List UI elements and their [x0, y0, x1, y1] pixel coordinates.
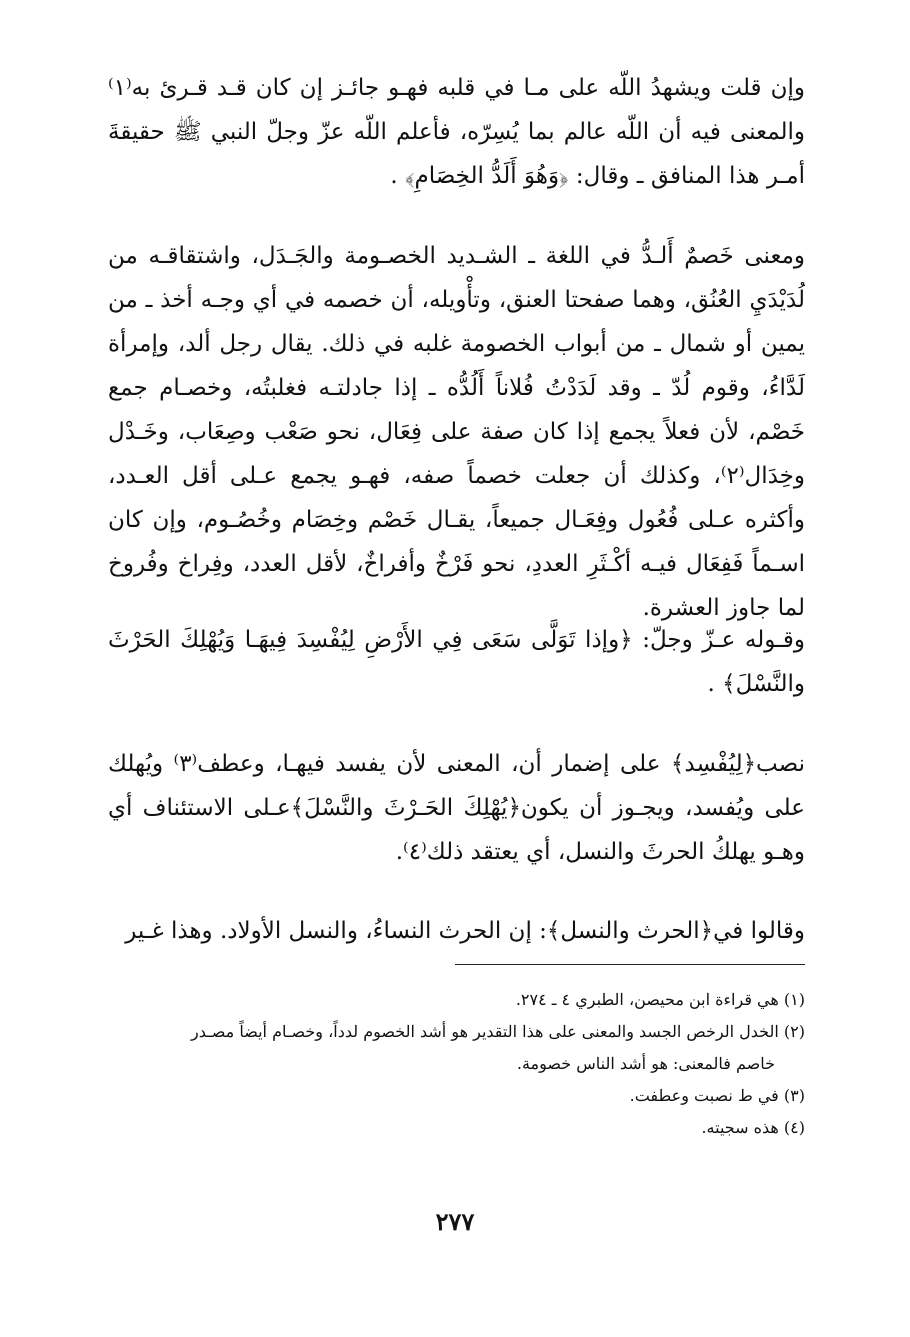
paragraph-5: وقالوا في﴿الحرث والنسل﴾: إن الحرث النساءُ، والنسل الأولاد. وهذا غـير [125, 918, 805, 944]
footnote-2: (٢) الخدل الرخص الجسد والمعنى على هذا التقدير هو أشد الخصوم لدداً، وخصـام أيضاً مصـدر [190, 1022, 805, 1041]
footnote-4: (٤) هذه سجيته. [701, 1118, 805, 1137]
footnote-2-continuation: خاصم فالمعنى: هو أشد الناس خصومة. [516, 1054, 775, 1073]
footnote-separator [455, 964, 805, 965]
page-number: ٢٧٧ [435, 1207, 475, 1236]
paragraph-2: ومعنى خَصمٌ أَلـدُّ في اللغة ـ الشـديد الخصـومة والجَـدَل، واشتقاقـه من لُدَيْدَيِ العُنُق، وهما صفحتا العنق، وتأْويله، أن خصمه في أي وجـه أخذ ـ من يمين أو شمال ـ من أبواب الخصومة غلبه في ذلك. يقال رجل ألد، وإمرأة لَدَّاءُ، وقوم لُدّ ـ وقد لَدَدْتُ فُلاناً أَلُدُّه ـ إذا جادلتـه فغلبتُه، وخصـام جمع خَصْم، لأن فعلاً يجمع إذا كان صفة على فِعَال، نحو صَعْب وصِعَاب، وخَـدْل وخِدَال⁽٢⁾، وكذلك أن جعلت خصماً صفه، فهـو يجمع عـلى أقل العـدد، وأكثره عـلى فُعُول وفِعَـال جميعاً، يقـال خَصْم وخِصَام وخُصُـوم، وإن كان اسـماً فَفِعَال فيـه أكْـثَرِ العددِ، نحو فَرْخٌ وأفراخٌ، لأقل العدد، وفِراخ وفُروخ لما جاوز العشرة. [108, 243, 805, 621]
footnote-3: (٣) في ط نصبت وعطفت. [629, 1086, 805, 1105]
footnotes [108, 985, 805, 1142]
paragraph-1: وإن قلت ويشهدُ اللّه على مـا في قلبه فهـو جائـز إن كان قـد قـرئ به⁽١⁾ والمعنى فيه أن اللّه عالم بما يُسِرّه، فأعلم اللّه عزّ وجلّ النبي ﷺ حقيقةَ أمـر هذا المنافق ـ وقال: ﴿وَهُوَ أَلَدُّ الخِصَامِ﴾ . [108, 75, 805, 189]
footnote-1: (١) هي قراءة ابن محيصن، الطبري ٤ ـ ٢٧٤. [515, 990, 805, 1009]
paragraph-3: وقـوله عـزّ وجلّ: ﴿وإذا تَوَلَّى سَعَى فِي الأَرْضِ لِيُفْسِدَ فِيهَـا وَيُهْلِكَ الحَرْثَ والنَّسْلَ﴾ . [108, 627, 805, 697]
paragraph-4: نصب﴿لِيُفْسِد﴾ على إضمار أن، المعنى لأن يفسد فيهـا، وعطف⁽٣⁾ ويُهلك على ويُفسد، ويجـوز أن يكون﴿يُهْلِكَ الحَـرْثَ والنَّسْلَ﴾عـلى الاستئناف أي وهـو يهلكُ الحرثَ والنسل، أي يعتقد ذلك⁽٤⁾. [108, 751, 805, 865]
